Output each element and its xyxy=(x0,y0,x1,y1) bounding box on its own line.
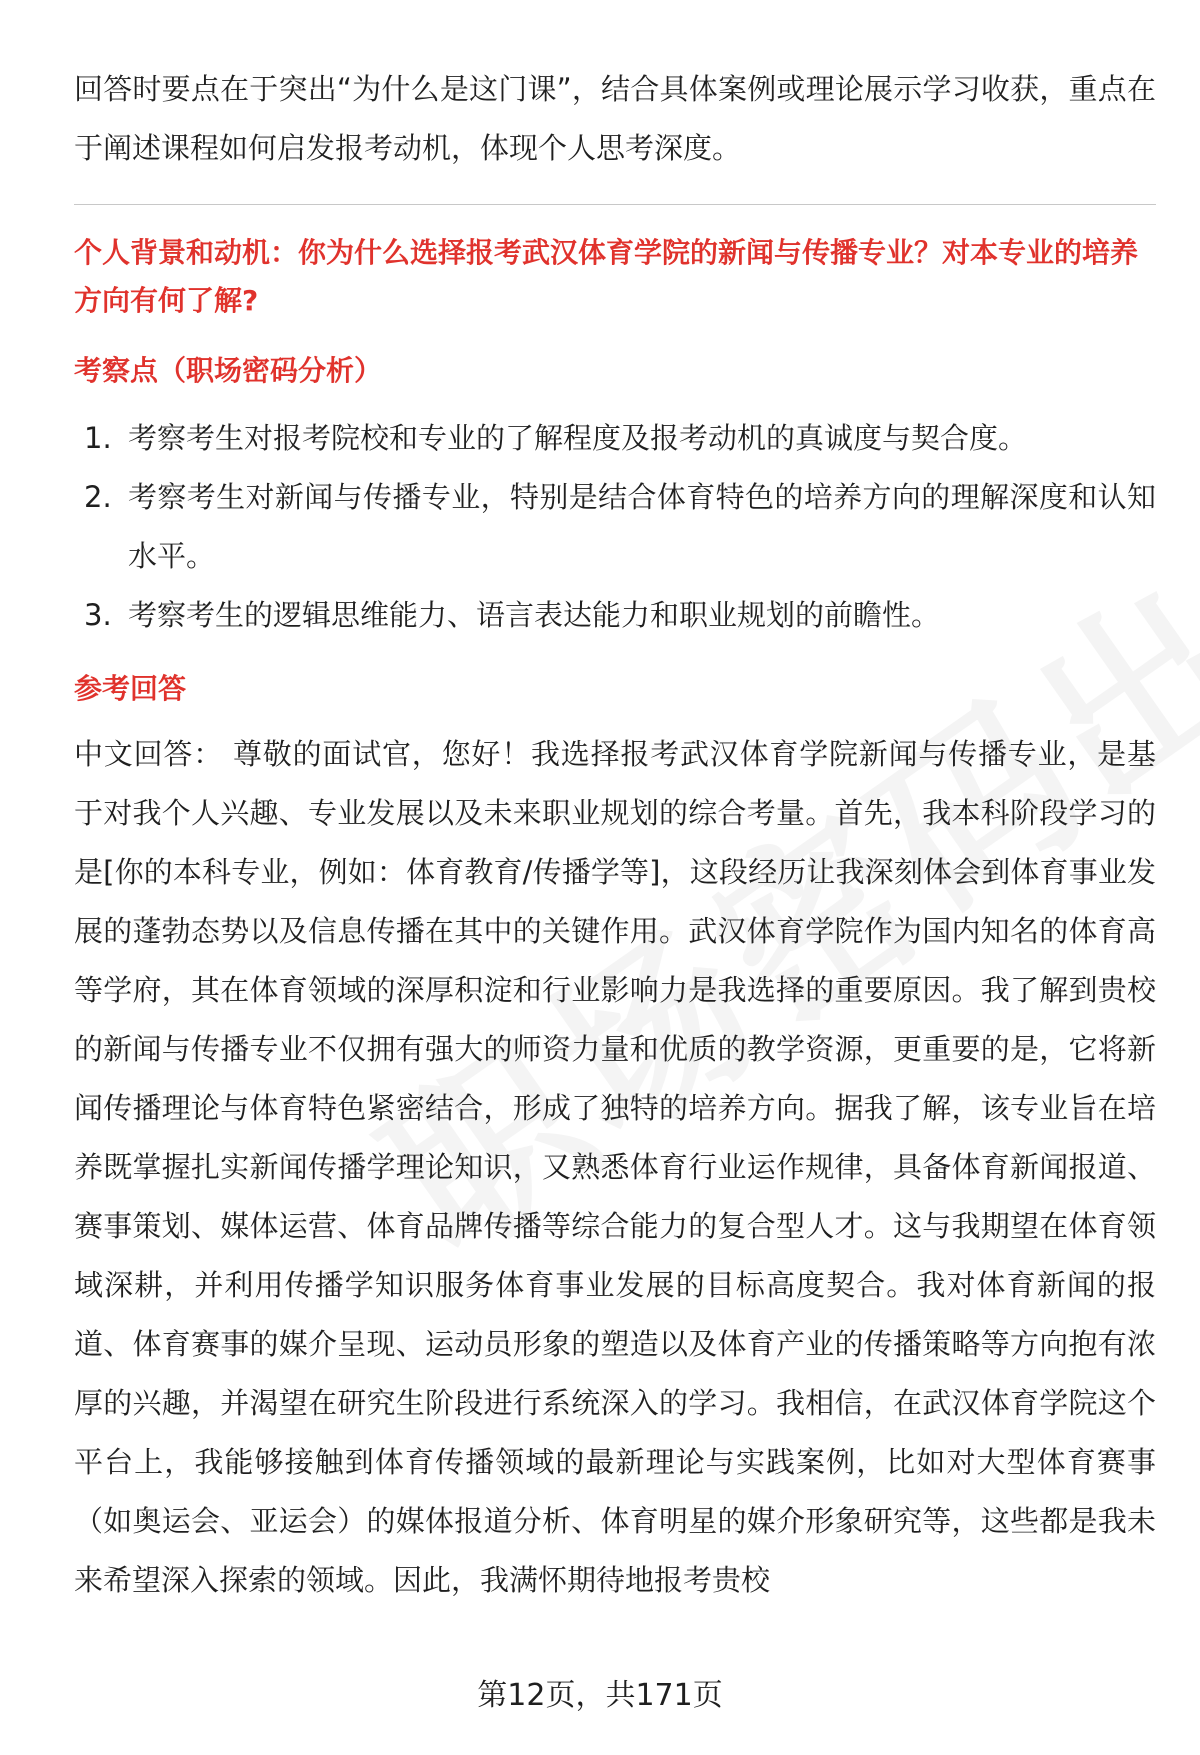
question-title: 个人背景和动机：你为什么选择报考武汉体育学院的新闻与传播专业？对本专业的培养方向有何了解? xyxy=(74,236,1139,317)
list-item-number: 3. xyxy=(84,598,112,632)
document-page xyxy=(74,60,1156,1610)
list-item-text: 考察考生对新闻与传播专业，特别是结合体育特色的培养方向的理解深度和认知水平。 xyxy=(128,480,1156,573)
list-item-text: 考察考生的逻辑思维能力、语言表达能力和职业规划的前瞻性。 xyxy=(128,598,941,632)
answer-body: 中文回答： 尊敬的面试官，您好！我选择报考武汉体育学院新闻与传播专业，是基于对我个人兴趣、专业发展以及未来职业规划的综合考量。首先，我本科阶段学习的是[你的本科专业，例如：体育教育/传播学等]，这段经历让我深刻体会到体育事业发展的蓬勃态势以及信息传播在其中的关键作用。武汉体育学院作为国内知名的体育高等学府，其在体育领域的深厚积淀和行业影响力是我选择的重要原因。我了解到贵校的新闻与传播专业不仅拥有强大的师资力量和优质的教学资源，更重要的是，它将新闻传播理论与体育特色紧密结合，形成了独特的培养方向。据我了解，该专业旨在培养既掌握扎实新闻传播学理论知识，又熟悉体育行业运作规律，具备体育新闻报道、赛事策划、媒体运营、体育品牌传播等综合能力的复合型人才。这与我期望在体育领域深耕，并利用传播学知识服务体育事业发展的目标高度契合。我对体育新闻的报道、体育赛事的媒介呈现、运动员形象的塑造以及体育产业的传播策略等方向抱有浓厚的兴趣，并渴望在研究生阶段进行系统深入的学习。我相信，在武汉体育学院这个平台上，我能够接触到体育传播领域的最新理论与实践案例，比如对大型体育赛事（如奥运会、亚运会）的媒体报道分析、体育明星的媒介形象研究等，这些都是我未来希望深入探索的领域。因此，我满怀期待地报考贵校 xyxy=(74,737,1156,1597)
focus-heading: 考察点（职场密码分析） xyxy=(74,354,383,387)
page-number: 第12页，共171页 xyxy=(477,1678,723,1713)
list-item-number: 2. xyxy=(84,480,112,514)
section-divider xyxy=(74,204,1156,205)
list-item-text: 考察考生对报考院校和专业的了解程度及报考动机的真诚度与契合度。 xyxy=(128,421,1028,455)
list-item xyxy=(74,586,1156,645)
focus-list xyxy=(74,409,1156,645)
list-item xyxy=(74,409,1156,468)
list-item xyxy=(74,468,1156,586)
intro-paragraph: 回答时要点在于突出“为什么是这门课”，结合具体案例或理论展示学习收获，重点在于阐述课程如何启发报考动机，体现个人思考深度。 xyxy=(74,72,1156,165)
answer-heading: 参考回答 xyxy=(74,672,187,705)
list-item-number: 1. xyxy=(84,421,112,455)
